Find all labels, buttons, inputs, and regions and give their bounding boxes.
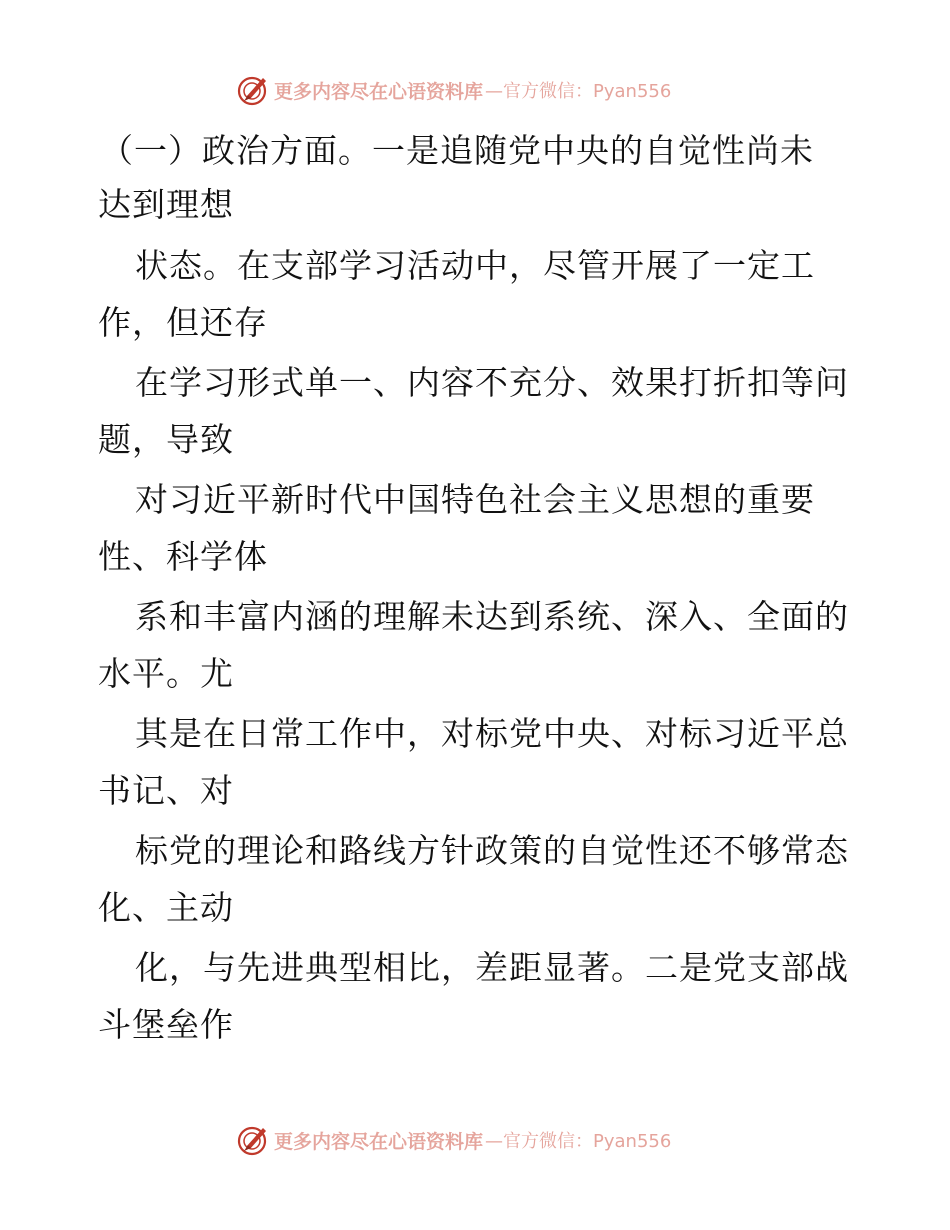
text-line: 作，但还存	[98, 303, 268, 342]
banner-wechat: —官方微信：Pyan556	[485, 1131, 672, 1152]
banner-title: 更多内容尽在心语资料库	[274, 1130, 484, 1153]
text-line: 化，与先进典型相比，差距显著。二是党支部战	[135, 948, 849, 987]
text-line: 水平。尤	[98, 654, 234, 693]
footer-banner	[236, 1123, 671, 1157]
text-line: 性、科学体	[98, 537, 268, 576]
text-line: 斗堡垒作	[98, 1005, 234, 1044]
text-line: 化、主动	[98, 888, 234, 927]
text-line: （一）政治方面。一是追随党中央的自觉性尚未	[100, 131, 814, 170]
quill-pen-logo-icon	[236, 1123, 270, 1157]
text-line: 标党的理论和路线方针政策的自觉性还不够常态	[135, 831, 849, 870]
text-line: 对习近平新时代中国特色社会主义思想的重要	[135, 480, 815, 519]
text-line: 系和丰富内涵的理解未达到系统、深入、全面的	[135, 597, 849, 636]
text-line: 在学习形式单一、内容不充分、效果打折扣等问	[135, 363, 849, 402]
text-line: 书记、对	[98, 771, 234, 810]
text-line: 达到理想	[98, 185, 234, 224]
text-line: 题，导致	[98, 420, 234, 459]
quill-pen-logo-icon	[236, 73, 270, 107]
text-line: 其是在日常工作中，对标党中央、对标习近平总	[135, 714, 849, 753]
banner-wechat: —官方微信：Pyan556	[485, 81, 672, 102]
banner-title: 更多内容尽在心语资料库	[274, 80, 484, 103]
text-line: 状态。在支部学习活动中，尽管开展了一定工	[135, 246, 815, 285]
header-banner	[236, 73, 671, 107]
